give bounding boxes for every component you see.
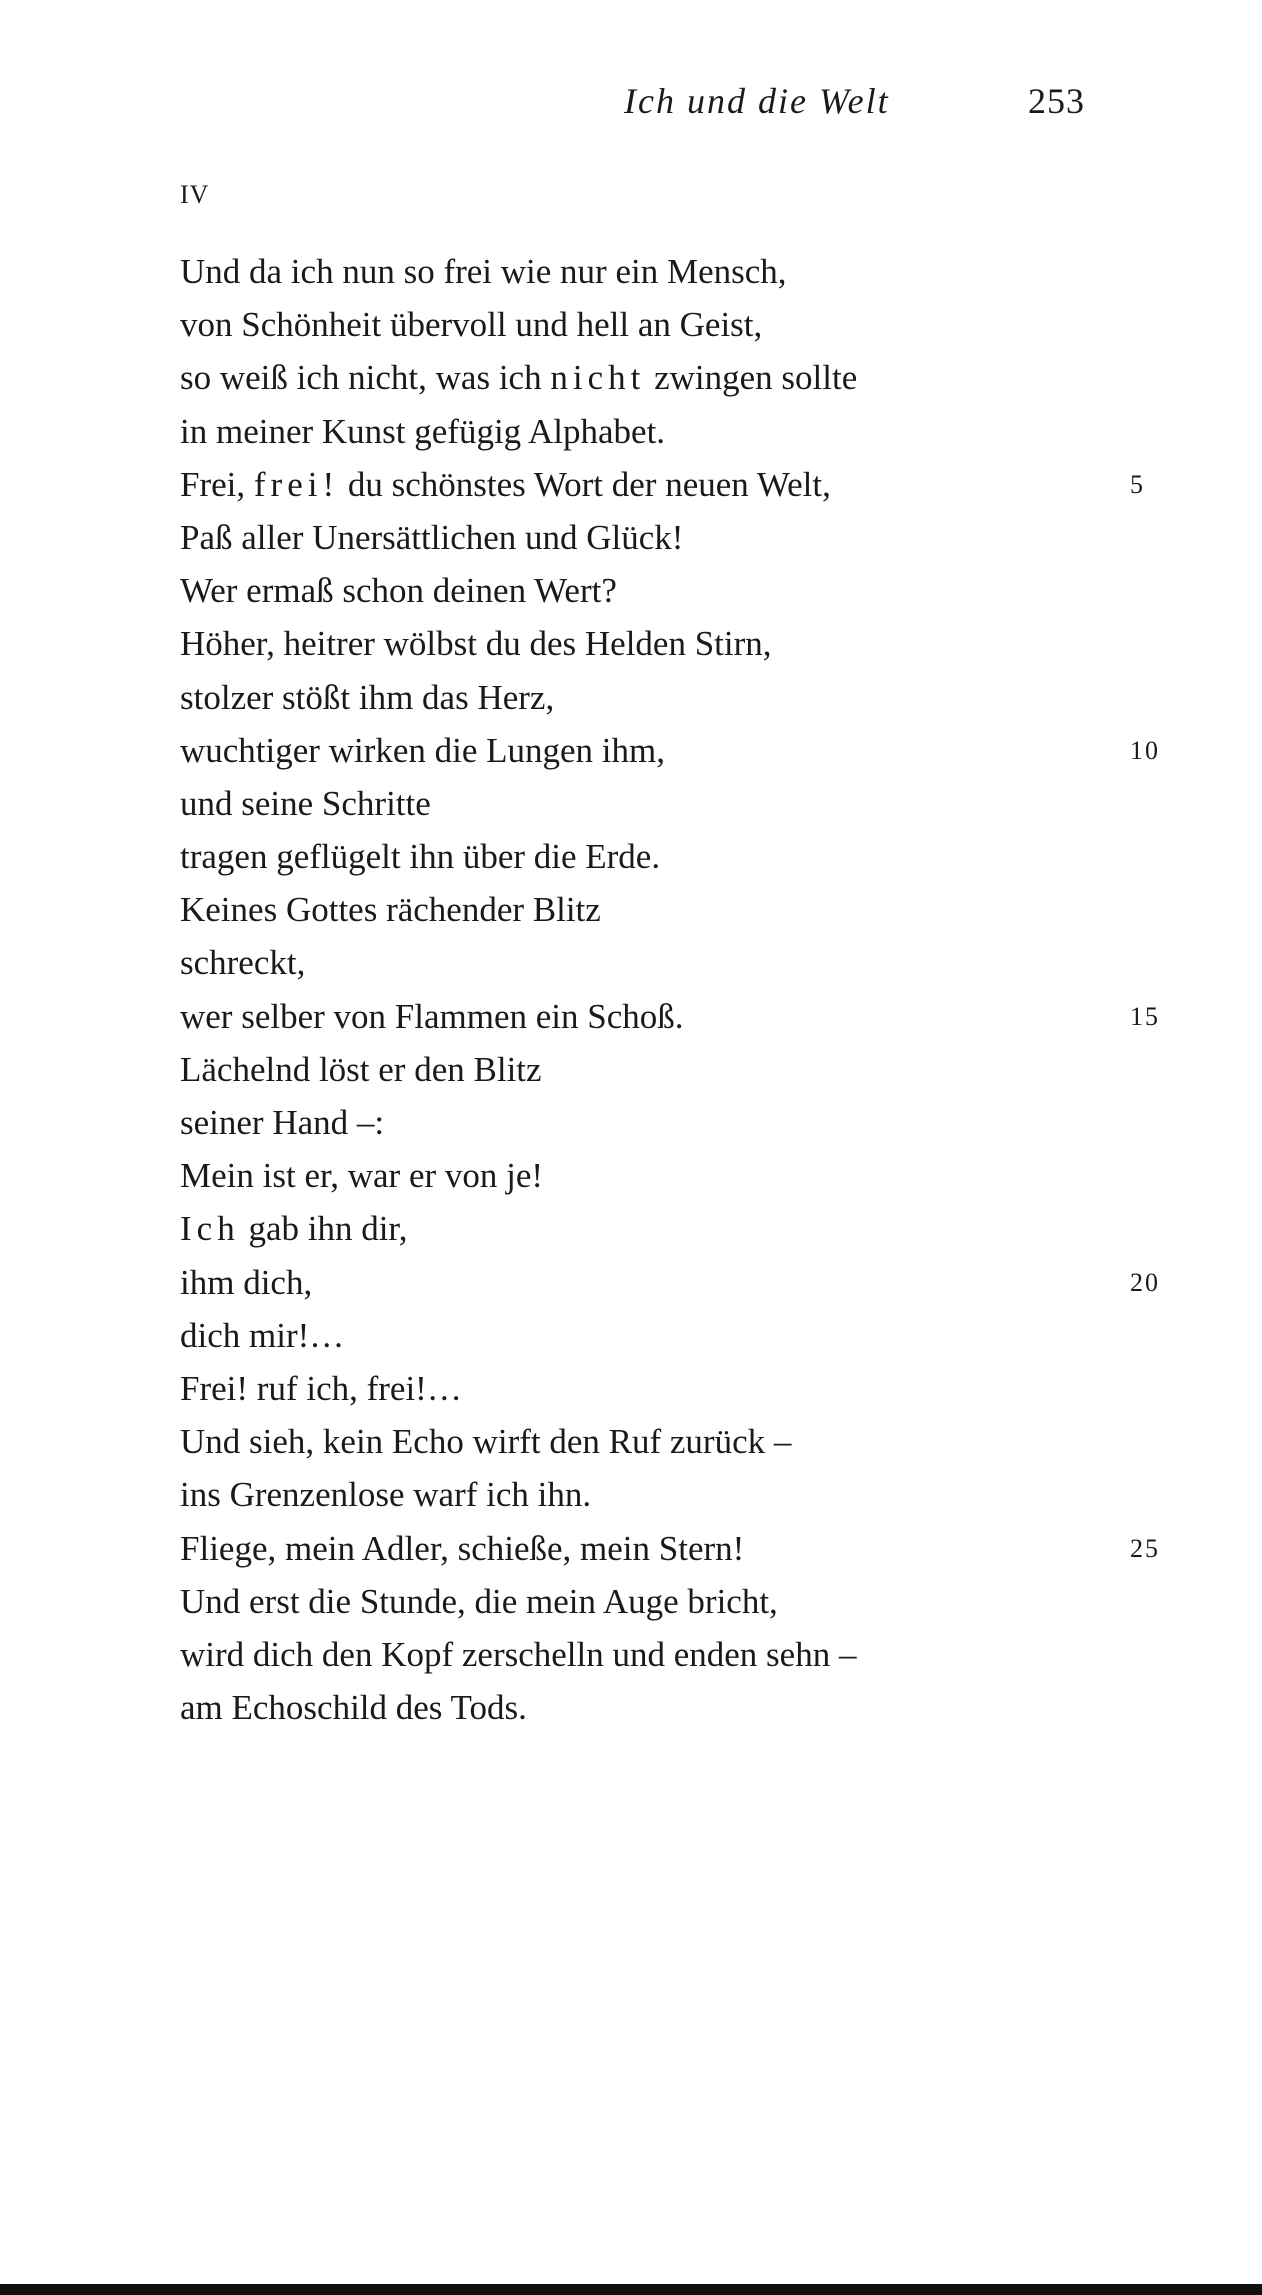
poem-line <box>180 1202 1180 1255</box>
poem-line-text <box>180 784 431 823</box>
text-segment: Höher, heitrer wölbst du des Helden Stirn, <box>180 624 772 664</box>
poem-line-text <box>180 571 617 610</box>
poem-line-text <box>180 1582 778 1621</box>
poem-line <box>180 990 1180 1043</box>
poem-line <box>180 936 1180 989</box>
poem-line-text <box>180 1156 543 1195</box>
poem-line <box>180 830 1180 883</box>
poem-line-text <box>180 1263 312 1302</box>
poem-line-text <box>180 997 684 1036</box>
text-segment: Wer ermaß schon deinen Wert? <box>180 571 617 611</box>
poem-line <box>180 1096 1180 1149</box>
text-segment: Paß aller Unersättlichen und Glück! <box>180 517 684 557</box>
letterspaced-emphasis: nicht <box>550 358 646 398</box>
poem-line <box>180 245 1180 298</box>
line-number: 10 <box>1130 735 1160 765</box>
text-segment: zwingen sollte <box>645 358 858 398</box>
poem-line-text <box>180 1369 462 1408</box>
text-segment: Und erst die Stunde, die mein Auge bricht, <box>180 1581 778 1621</box>
text-segment: wer selber von Flammen ein Schoß. <box>180 996 684 1036</box>
text-segment: in meiner Kunst gefügig Alphabet. <box>180 411 666 451</box>
letterspaced-emphasis: frei! <box>253 464 340 504</box>
running-title: Ich und die Welt <box>624 81 890 121</box>
text-segment: Mein ist er, war er von je! <box>180 1156 544 1196</box>
poem-line <box>180 671 1180 724</box>
poem-line-text <box>180 465 831 504</box>
poem-line-text <box>180 1422 791 1461</box>
line-number: 5 <box>1130 469 1145 499</box>
section-number: IV <box>180 180 210 209</box>
poem-line-text <box>180 252 787 291</box>
page-number: 253 <box>1028 81 1085 121</box>
letterspaced-emphasis: Ich <box>180 1209 240 1249</box>
text-segment: ihm dich, <box>180 1262 313 1302</box>
text-segment: du schönstes Wort der neuen Welt, <box>339 464 831 504</box>
text-segment: Lächelnd löst er den Blitz <box>180 1049 542 1089</box>
text-segment: so weiß ich nicht, was ich <box>180 358 551 398</box>
text-segment: wird dich den Kopf zerschelln und enden sehn – <box>180 1634 857 1674</box>
poem-line <box>180 564 1180 617</box>
text-segment: Frei! ruf ich, frei!… <box>180 1368 462 1408</box>
text-segment: Und sieh, kein Echo wirft den Ruf zurück – <box>180 1422 792 1462</box>
text-segment: von Schönheit übervoll und hell an Geist, <box>180 305 763 345</box>
poem-line <box>180 1522 1180 1575</box>
line-number: 20 <box>1130 1267 1160 1297</box>
poem-line <box>180 511 1180 564</box>
poem-line-text <box>180 1529 744 1568</box>
poem-line <box>180 1468 1180 1521</box>
poem-line-text <box>180 678 554 717</box>
poem-line-text <box>180 624 772 663</box>
poem-line <box>180 1362 1180 1415</box>
poem-line <box>180 1681 1180 1734</box>
poem-line <box>180 1043 1180 1096</box>
poem-line <box>180 298 1180 351</box>
poem-line-text <box>180 1316 344 1355</box>
text-segment: Und da ich nun so frei wie nur ein Mensch, <box>180 252 787 291</box>
poem-line-text <box>180 305 762 344</box>
poem-line <box>180 1256 1180 1309</box>
text-segment: schreckt, <box>180 943 306 983</box>
line-number: 25 <box>1130 1533 1160 1563</box>
poem-line-text <box>180 1050 542 1089</box>
text-segment: dich mir!… <box>180 1315 345 1355</box>
text-segment: ins Grenzenlose warf ich ihn. <box>180 1475 592 1515</box>
poem-line-text <box>180 1688 527 1727</box>
poem-line <box>180 1628 1180 1681</box>
poem-line-text <box>180 1475 591 1514</box>
poem <box>180 245 1180 1734</box>
poem-line <box>180 883 1180 936</box>
text-segment: gab ihn dir, <box>239 1209 408 1249</box>
poem-line-text <box>180 837 660 876</box>
text-segment: wuchtiger wirken die Lungen ihm, <box>180 730 666 770</box>
poem-line-text <box>180 731 665 770</box>
text-segment: am Echoschild des Tods. <box>180 1688 527 1728</box>
poem-line <box>180 1415 1180 1468</box>
text-segment: tragen geflügelt ihn über die Erde. <box>180 837 661 877</box>
poem-line-text <box>180 1635 856 1674</box>
poem-line <box>180 351 1180 404</box>
poem-line-text <box>180 358 857 397</box>
poem-line <box>180 777 1180 830</box>
text-segment: seiner Hand –: <box>180 1103 385 1142</box>
poem-line-text <box>180 1209 407 1248</box>
text-segment: stolzer stößt ihm das Herz, <box>180 677 555 717</box>
bottom-edge-rule <box>0 2284 1262 2295</box>
text-segment: und seine Schritte <box>180 783 431 823</box>
poem-line <box>180 1309 1180 1362</box>
poem-line-text <box>180 1103 384 1142</box>
poem-line-text <box>180 518 683 557</box>
text-segment: Frei, <box>180 464 254 504</box>
poem-line-text <box>180 890 601 929</box>
poem-line <box>180 1575 1180 1628</box>
poem-line <box>180 405 1180 458</box>
text-segment: Keines Gottes rächender Blitz <box>180 890 601 930</box>
poem-line <box>180 1149 1180 1202</box>
poem-line-text <box>180 943 305 982</box>
poem-line <box>180 617 1180 670</box>
poem-line <box>180 724 1180 777</box>
poem-line-text <box>180 412 665 451</box>
line-number: 15 <box>1130 1001 1160 1031</box>
text-segment: Fliege, mein Adler, schieße, mein Stern! <box>180 1528 745 1568</box>
poem-line <box>180 458 1180 511</box>
